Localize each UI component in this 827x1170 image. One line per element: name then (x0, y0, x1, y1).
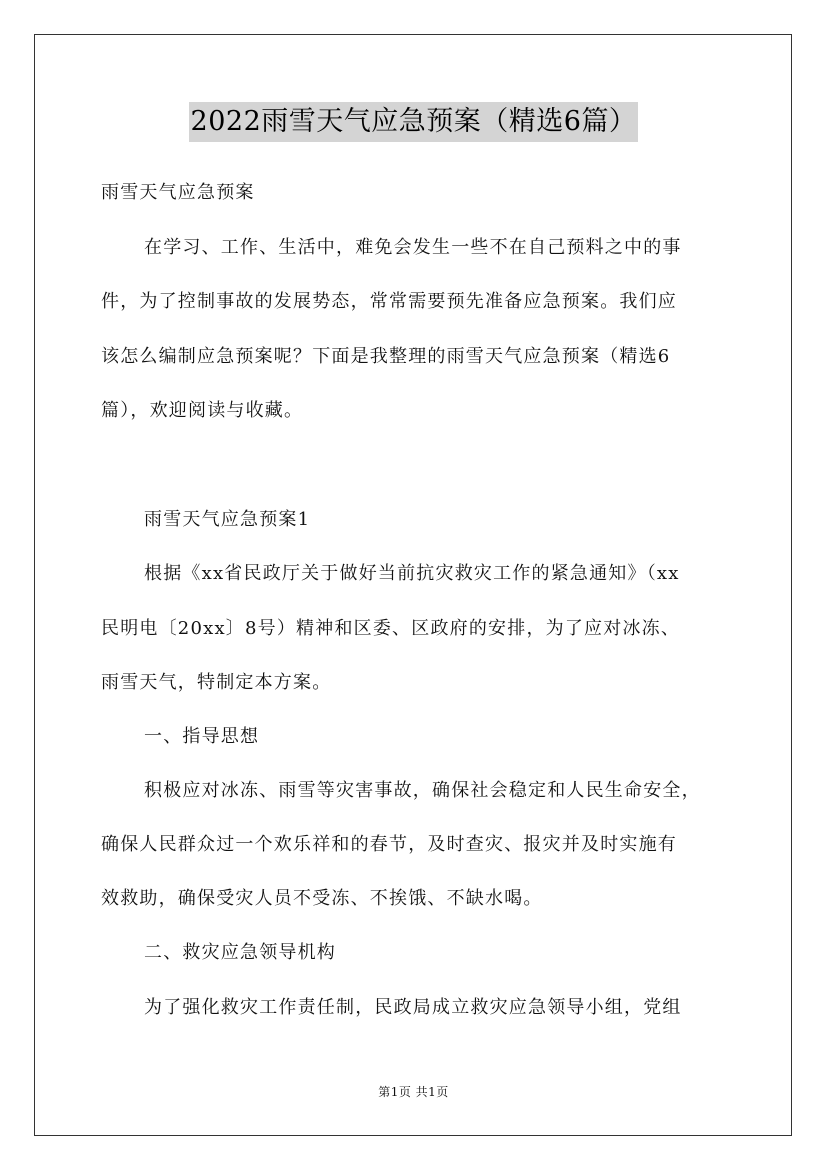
paragraph-line: 民明电〔20xx〕8号）精神和区委、区政府的安排，为了应对冰冻、 (101, 618, 681, 639)
paragraph-line: 确保人民群众过一个欢乐祥和的春节，及时查灾、报灾并及时实施有 (101, 834, 677, 855)
paragraph-line: 根据《xx省民政厅关于做好当前抗灾救灾工作的紧急通知》（xx (144, 563, 680, 584)
title-container (0, 102, 827, 142)
section-heading: 二、救灾应急领导机构 (144, 942, 336, 963)
document-title: 2022雨雪天气应急预案（精选6篇） (189, 102, 639, 142)
paragraph-line: 件，为了控制事故的发展势态，常常需要预先准备应急预案。我们应 (101, 291, 677, 312)
paragraph-line: 为了强化救灾工作责任制，民政局成立救灾应急领导小组，党组 (144, 997, 682, 1018)
section-heading: 雨雪天气应急预案 (101, 182, 255, 203)
paragraph-line: 效救助，确保受灾人员不受冻、不挨饿、不缺水喝。 (101, 888, 543, 909)
paragraph-line: 在学习、工作、生活中，难免会发生一些不在自己预料之中的事 (144, 237, 682, 258)
paragraph-line: 篇），欢迎阅读与收藏。 (101, 400, 304, 421)
page-footer: 第1页 共1页 (378, 1085, 449, 1099)
paragraph-line: 积极应对冰冻、雨雪等灾害事故，确保社会稳定和人民生命安全， (144, 780, 701, 801)
paragraph-line: 雨雪天气，特制定本方案。 (101, 672, 332, 693)
section-heading: 一、指导思想 (144, 726, 260, 747)
paragraph-line: 该怎么编制应急预案呢？下面是我整理的雨雪天气应急预案（精选6 (101, 346, 671, 367)
section-heading: 雨雪天气应急预案1 (144, 509, 311, 530)
